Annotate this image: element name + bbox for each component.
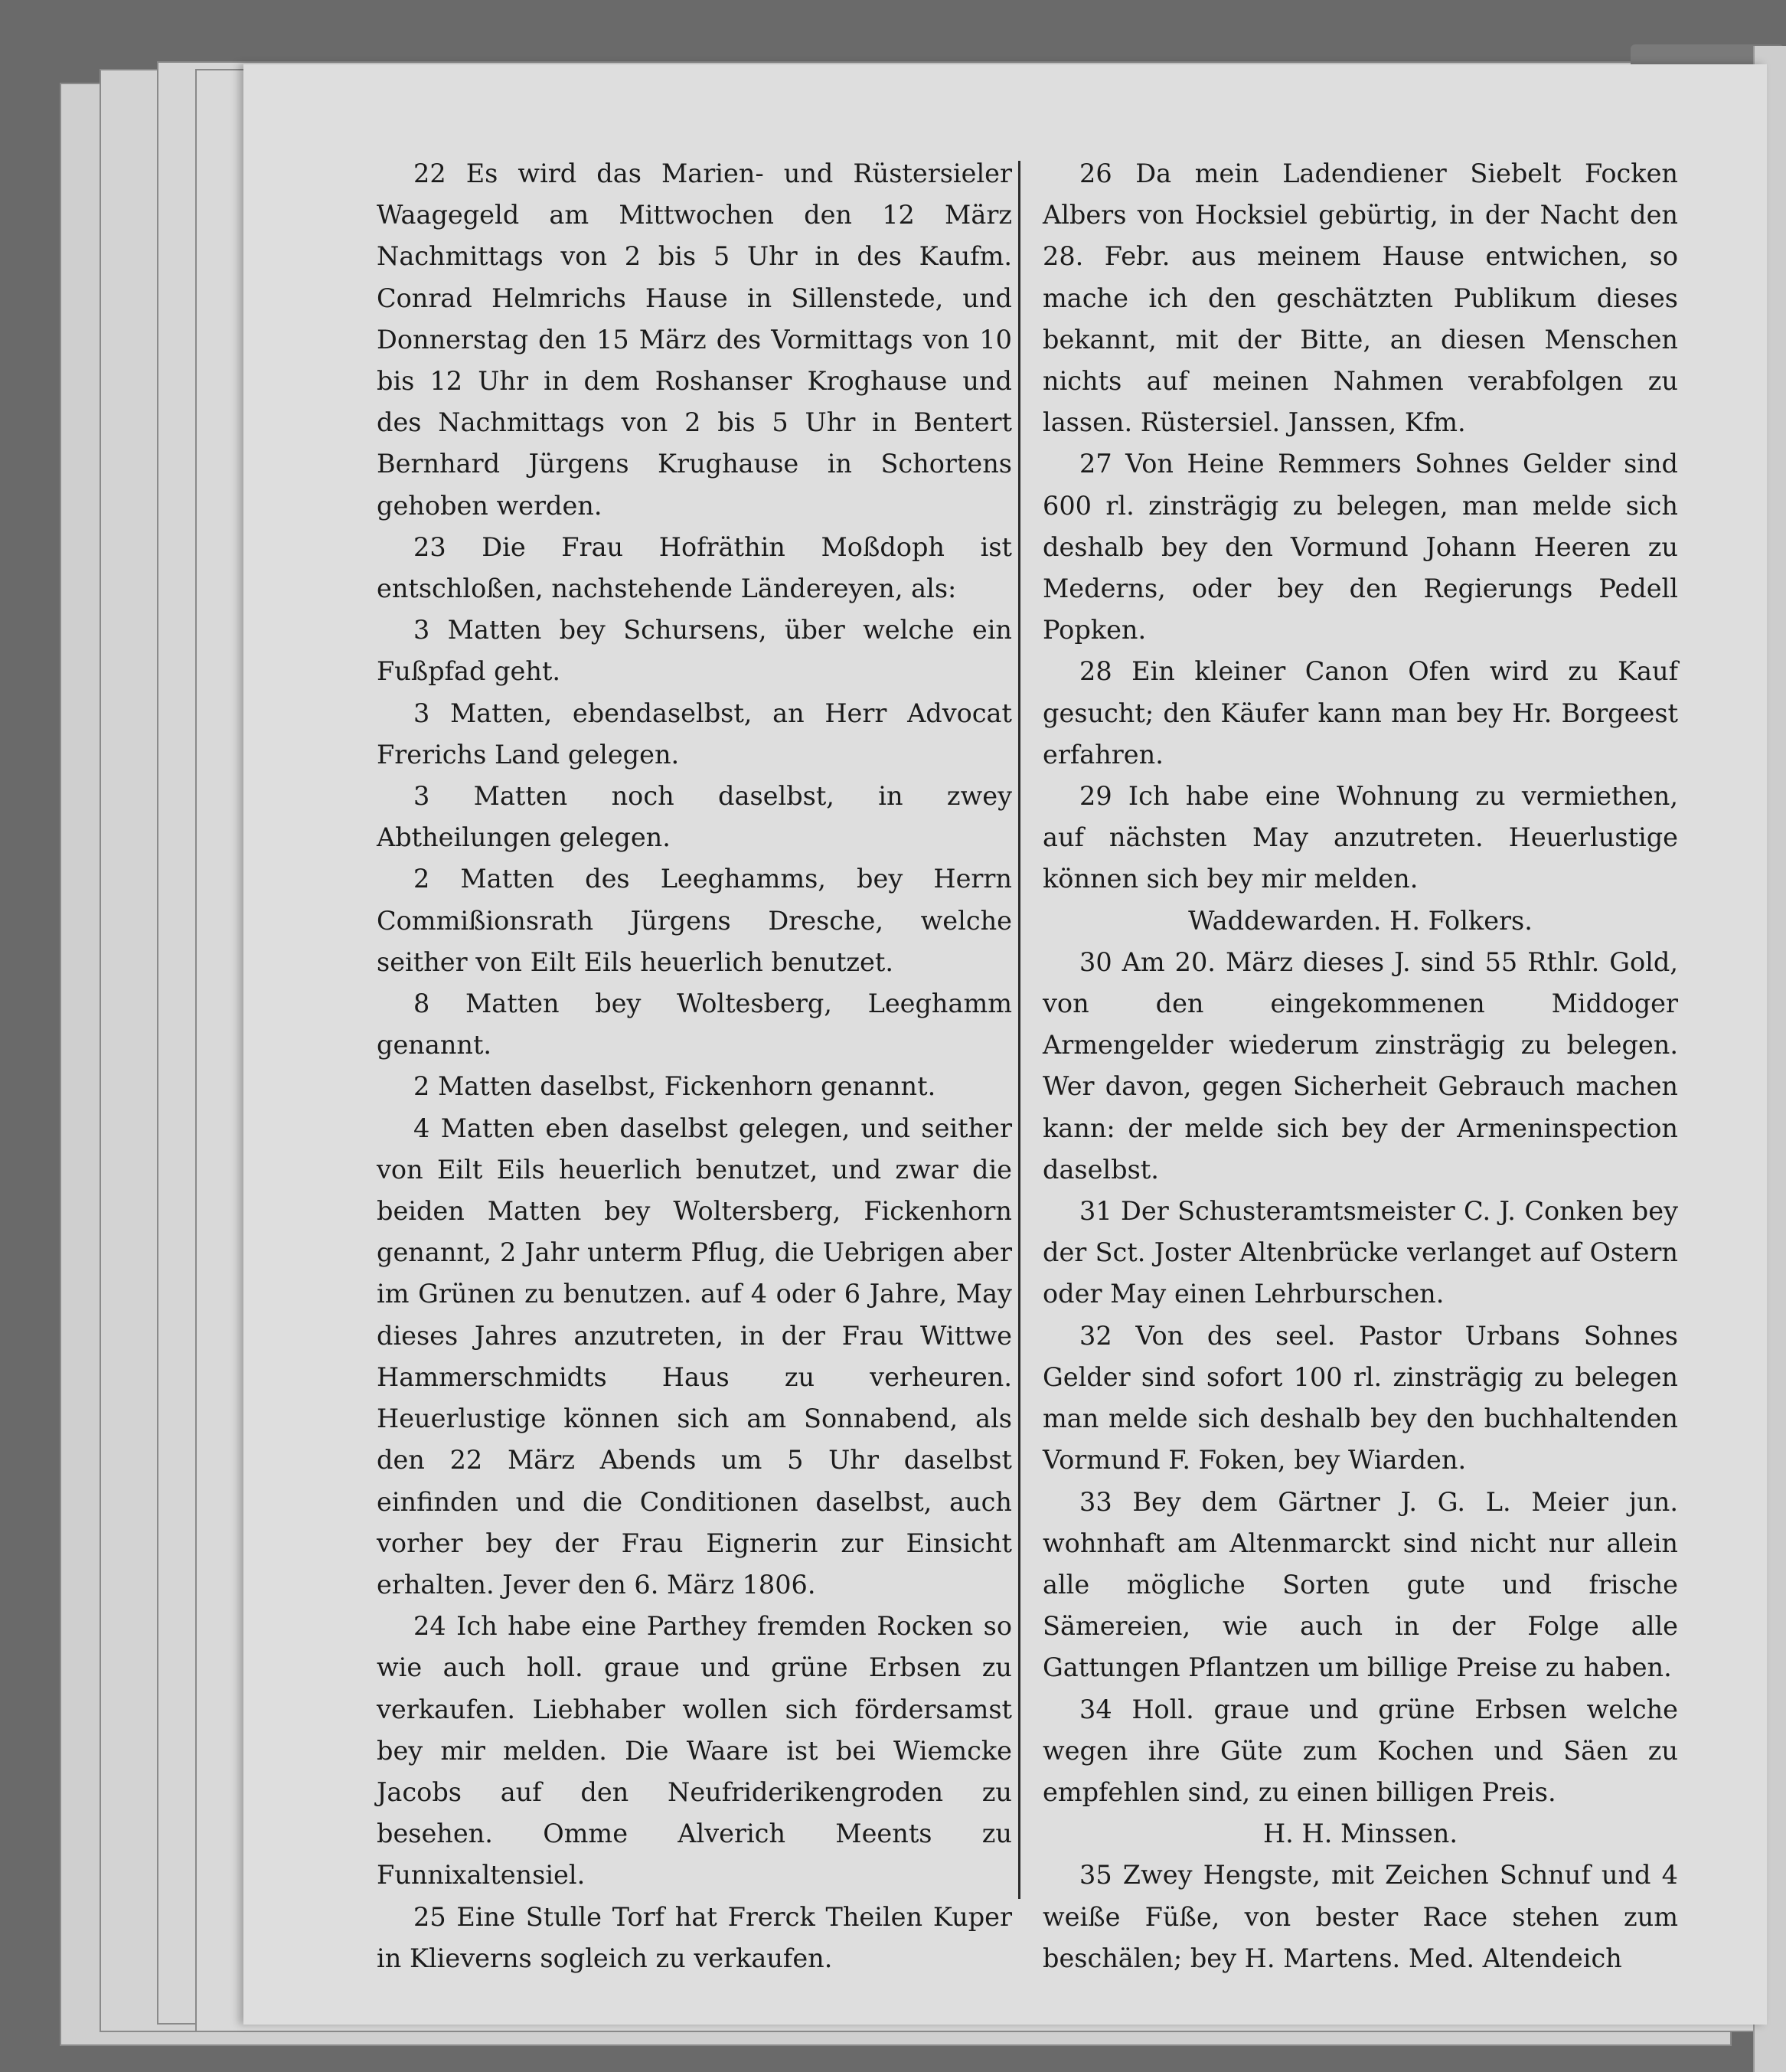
- notice-23-item: 4 Matten eben daselbst gelegen, und seither von Eilt Eils heuerlich benutzet, und zwar die beiden Matten bey Woltersberg, Fickenhorn genannt, 2 Jahr unterm Pflug, die Uebrigen aber im Grünen zu benutzen. auf 4 oder 6 Jahre, May dieses Jahres anzutreten, in der Frau Wittwe Hammerschmidts Haus zu verheuren. Heuerlustige können sich am Sonnabend, als den 22 März Abends um 5 Uhr daselbst einfinden und die Conditionen daselbst, auch vorher bey der Frau Eignerin zur Einsicht erhalten. Jever den 6. März 1806.: [377, 1113, 1012, 1600]
- notice-32: 32 Von des seel. Pastor Urbans Sohnes Gelder sind sofort 100 rl. zinsträgig zu belegen man melde sich deshalb bey den buchhaltenden Vormund F. Foken, bey Wiarden.: [1043, 1320, 1678, 1476]
- notice-34: 34 Holl. graue und grüne Erbsen welche wegen ihre Güte zum Kochen und Säen zu empfehlen sind, zu einen billigen Preis.: [1043, 1694, 1678, 1807]
- notice-25: 25 Eine Stulle Torf hat Frerck Theilen Kuper in Klieverns sogleich zu verkaufen.: [377, 1901, 1012, 1973]
- notice-29: 29 Ich habe eine Wohnung zu vermiethen, auf nächsten May anzutreten. Heuerlustige können sich bey mir melden.: [1043, 781, 1678, 894]
- right-column: [1043, 153, 1678, 1979]
- notice-23-item: 2 Matten daselbst, Fickenhorn genannt.: [413, 1071, 936, 1102]
- notice-31: 31 Der Schusteramtsmeister C. J. Conken bey der Sct. Joster Altenbrücke verlanget auf Ostern oder May einen Lehrburschen.: [1043, 1196, 1678, 1309]
- left-column: [377, 153, 1012, 1979]
- notice-23-item: 8 Matten bey Woltesberg, Leeghamm genannt.: [377, 989, 1012, 1061]
- notice-27: 27 Von Heine Remmers Sohnes Gelder sind 600 rl. zinsträgig zu belegen, man melde sich deshalb bey den Vormund Johann Heeren zu Mederns, oder bey den Regierungs Pedell Popken.: [1043, 449, 1678, 645]
- notice-34-signature: H. H. Minssen.: [1262, 1819, 1458, 1849]
- notice-23: 23 Die Frau Hofräthin Moßdoph ist entschloßen, nachstehende Ländereyen, als:: [377, 531, 1012, 604]
- notice-22: 22 Es wird das Marien- und Rüstersieler Waagegeld am Mittwochen den 12 März Nachmittags von 2 bis 5 Uhr in des Kaufm. Conrad Helmrichs Hause in Sillenstede, und Donnerstag den 15 März des Vormittags von 10 bis 12 Uhr in dem Roshanser Kroghause und des Nachmittags von 2 bis 5 Uhr in Bentert Bernhard Jürgens Krughause in Schortens gehoben werden.: [377, 159, 1012, 521]
- notice-23-item: 3 Matten, ebendaselbst, an Herr Advocat Frerichs Land gelegen.: [377, 698, 1012, 770]
- notice-28: 28 Ein kleiner Canon Ofen wird zu Kauf gesucht; den Käufer kann man bey Hr. Borgeest erfahren.: [1043, 656, 1678, 770]
- notice-23-item: 2 Matten des Leeghamms, bey Herrn Commißionsrath Jürgens Dresche, welche seither von Eilt Eils heuerlich benutzet.: [377, 864, 1012, 977]
- notice-23-item: 3 Matten noch daselbst, in zwey Abtheilungen gelegen.: [377, 781, 1012, 853]
- notice-24: 24 Ich habe eine Parthey fremden Rocken so wie auch holl. graue und grüne Erbsen zu verkaufen. Liebhaber wollen sich fördersamst bey mir melden. Die Waare ist bei Wiemcke Jacobs auf den Neufriderikengroden zu besehen. Omme Alverich Meents zu Funnixaltensiel.: [377, 1611, 1012, 1891]
- notice-33: 33 Bey dem Gärtner J. G. L. Meier jun. wohnhaft am Altenmarckt sind nicht nur allein alle mögliche Sorten gute und frische Sämereien, wie auch in der Folge alle Gattungen Pflantzen um billige Preise zu haben.: [1043, 1486, 1678, 1683]
- column-divider: [1018, 161, 1020, 1899]
- notice-30: 30 Am 20. März dieses J. sind 55 Rthlr. Gold, von den eingekommenen Middoger Armengelder wiederum zinsträgig zu belegen. Wer davon, gegen Sicherheit Gebrauch machen kann: der melde sich bey der Armeninspection daselbst.: [1043, 946, 1678, 1185]
- notice-23-item: 3 Matten bey Schursens, über welche ein Fußpfad geht.: [377, 615, 1012, 687]
- notice-35: 35 Zwey Hengste, mit Zeichen Schnuf und 4 weiße Füße, von bester Race stehen zum beschälen; bey H. Martens. Med. Altendeich: [1043, 1860, 1678, 1973]
- notice-29-signature: Waddewarden. H. Folkers.: [1188, 905, 1533, 936]
- notice-26: 26 Da mein Ladendiener Siebelt Focken Albers von Hocksiel gebürtig, in der Nacht den 28. Febr. aus meinem Hause entwichen, so mache ich den geschätzten Publikum dieses bekannt, mit der Bitte, an diesen Menschen nichts auf meinen Nahmen verabfolgen zu lassen. Rüstersiel. Janssen, Kfm.: [1043, 159, 1678, 438]
